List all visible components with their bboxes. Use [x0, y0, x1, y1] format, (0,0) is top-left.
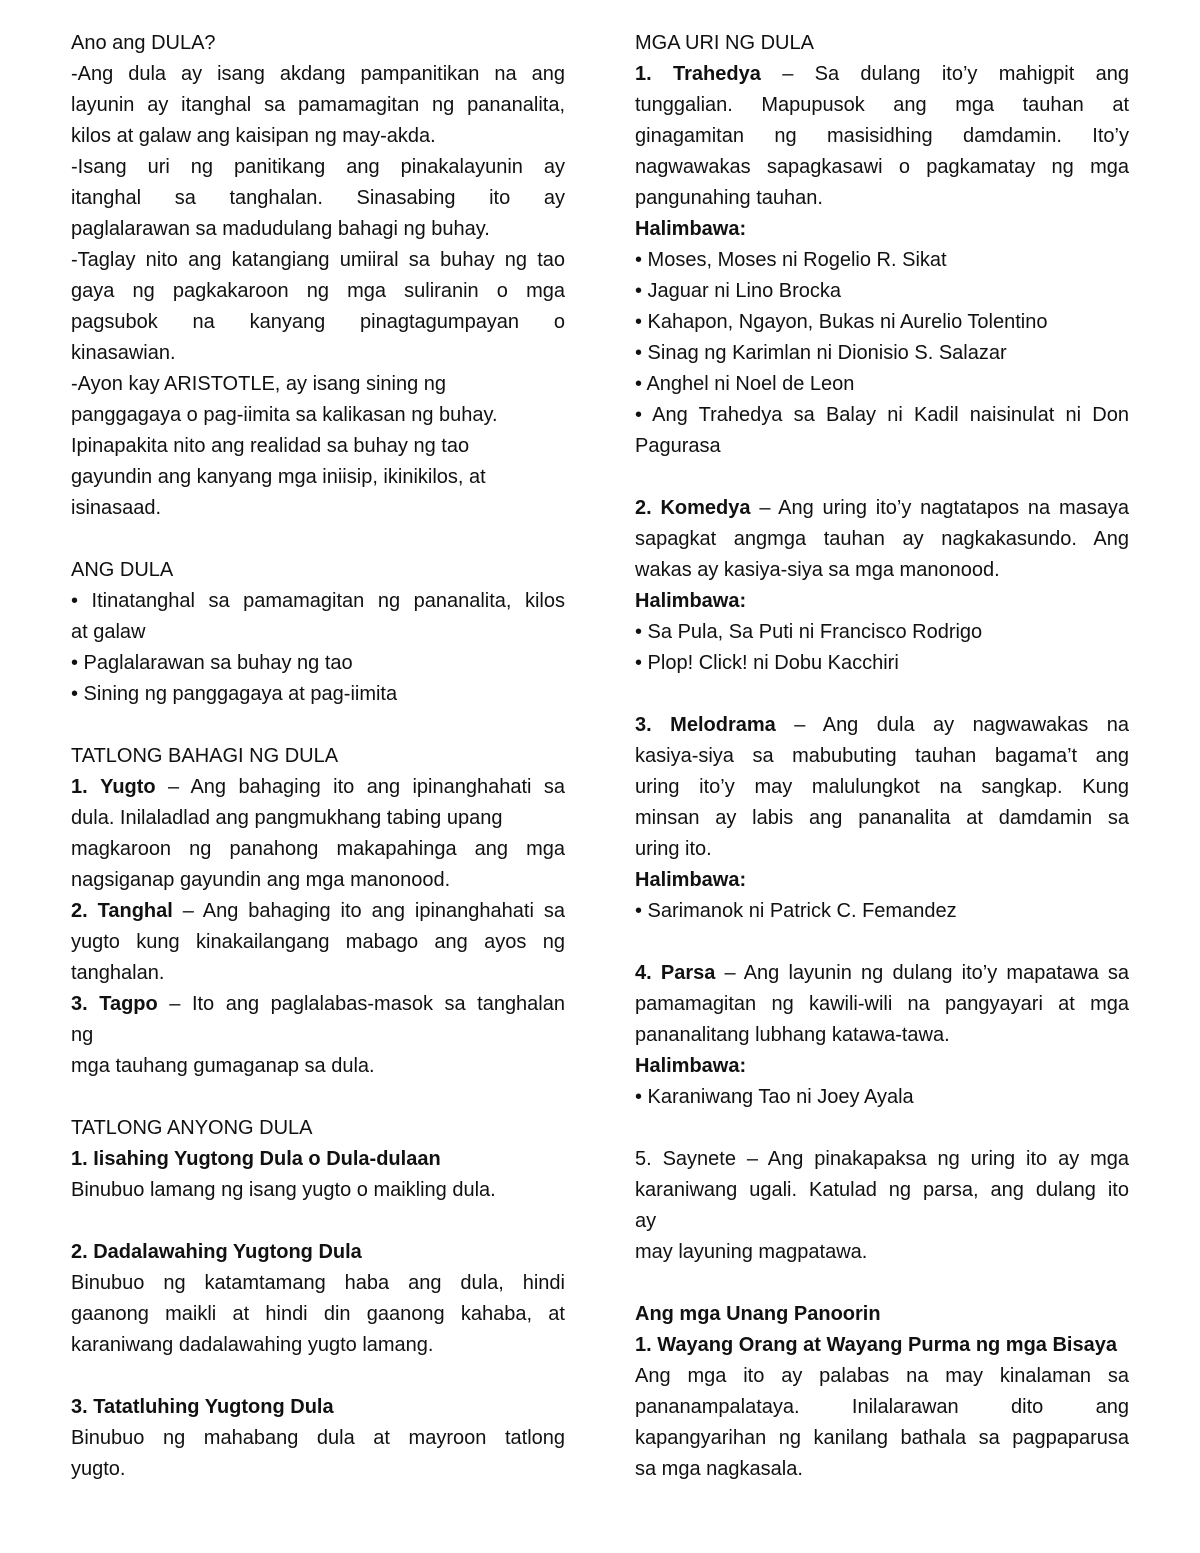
section-heading-mga-uri-ng-dula: MGA URI NG DULA — [635, 32, 814, 54]
term-trahedya: Trahedya — [673, 63, 761, 85]
definition-line-saynete: 5. Saynete – Ang pinakapaksa ng uring ito ay mga — [635, 1148, 1129, 1170]
paragraph-line: minsan ay labis ang pananalita at damdamin sa — [635, 807, 1129, 829]
subheading-iisahing-yugto: 1. Iisahing Yugtong Dula o Dula-dulaan — [71, 1148, 441, 1170]
item-number: 2. — [71, 900, 88, 922]
definition-line-yugto — [71, 772, 565, 803]
paragraph-line: mga tauhang gumaganap sa dula. — [71, 1055, 375, 1077]
halimbawa-label: Halimbawa: — [635, 1055, 747, 1077]
paragraph-line: itanghal sa tanghalan. Sinasabing ito ay — [71, 187, 565, 209]
paragraph-line: sa mga nagkasala. — [635, 1458, 803, 1480]
paragraph-line: gayundin ang kanyang mga iniisip, ikinikilos, at — [71, 466, 486, 488]
example-item: • Moses, Moses ni Rogelio R. Sikat — [635, 249, 947, 271]
paragraph-line: Ang mga ito ay palabas na may kinalaman sa — [635, 1365, 1129, 1387]
bullet-item: • Paglalarawan sa buhay ng tao — [71, 652, 353, 674]
bullet-item: • Itinatanghal sa pamamagitan ng pananalita, kilos — [71, 590, 565, 612]
example-item: • Ang Trahedya sa Balay ni Kadil naisinulat ni Don — [635, 404, 1129, 426]
paragraph-line: paglalarawan sa madudulang bahagi ng buhay. — [71, 218, 490, 240]
paragraph-line: uring ito. — [635, 838, 712, 860]
definition-text: – Ang layunin ng dulang ito’y mapatawa sa — [715, 962, 1129, 984]
subheading-wayang: 1. Wayang Orang at Wayang Purma ng mga Bisaya — [635, 1334, 1117, 1356]
paragraph-line: ginagamitan ng masisidhing damdamin. Ito’y — [635, 125, 1129, 147]
halimbawa-label: Halimbawa: — [635, 869, 747, 891]
example-item: • Sarimanok ni Patrick C. Femandez — [635, 900, 957, 922]
paragraph-line: -Ayon kay ARISTOTLE, ay isang sining ng — [71, 373, 447, 395]
example-item: • Karaniwang Tao ni Joey Ayala — [635, 1086, 914, 1108]
paragraph-line: ng — [71, 1024, 94, 1046]
example-item: • Plop! Click! ni Dobu Kacchiri — [635, 652, 899, 674]
paragraph-line: dula. Inilaladlad ang pangmukhang tabing upang — [71, 807, 503, 829]
paragraph-line: tanghalan. — [71, 962, 165, 984]
definition-line-trahedya — [635, 59, 1129, 90]
paragraph-line: panggagaya o pag-iimita sa kalikasan ng buhay. — [71, 404, 498, 426]
definition-text: – Ang bahaging ito ang ipinanghahati sa — [155, 776, 565, 798]
paragraph-line: gaya ng pagkakaroon ng mga suliranin o mga — [71, 280, 565, 302]
item-number: 3. — [635, 714, 652, 736]
paragraph-line: -Taglay nito ang katangiang umiiral sa buhay ng tao — [71, 249, 565, 271]
definition-text: – Sa dulang ito’y mahigpit ang — [760, 63, 1130, 85]
example-item-continuation: Pagurasa — [635, 435, 721, 457]
paragraph-line: kilos at galaw ang kaisipan ng may-akda. — [71, 125, 436, 147]
item-number: 3. — [71, 993, 88, 1015]
paragraph-line: nagwawakas sapagkasawi o pagkamatay ng mga — [635, 156, 1129, 178]
term-yugto: Yugto — [100, 776, 156, 798]
section-heading-ano-ang-dula: Ano ang DULA? — [71, 32, 216, 54]
paragraph-line: may layuning magpatawa. — [635, 1241, 868, 1263]
paragraph-line: pananalitang lubhang katawa-tawa. — [635, 1024, 950, 1046]
paragraph-line: kinasawian. — [71, 342, 176, 364]
paragraph-line: Ipinapakita nito ang realidad sa buhay ng tao — [71, 435, 470, 457]
section-heading-tatlong-bahagi: TATLONG BAHAGI NG DULA — [71, 745, 339, 767]
paragraph-line: uring ito’y may malulungkot na sangkap. Kung — [635, 776, 1129, 798]
example-item: • Kahapon, Ngayon, Bukas ni Aurelio Tolentino — [635, 311, 1048, 333]
definition-text: – Ang dula ay nagwawakas na — [775, 714, 1129, 736]
paragraph-line: nagsiganap gayundin ang mga manonood. — [71, 869, 451, 891]
definition-text: – Ang uring ito’y nagtatapos na masaya — [750, 497, 1129, 519]
paragraph-line: gaanong maikli at hindi din gaanong kahaba, at — [71, 1303, 565, 1325]
paragraph-line: yugto. — [71, 1458, 126, 1480]
definition-text: – Ito ang paglalabas-masok sa tanghalan — [157, 993, 565, 1015]
left-column — [71, 28, 565, 1485]
paragraph-line: pananampalataya. Inilalarawan dito ang — [635, 1396, 1129, 1418]
item-number: 2. — [635, 497, 652, 519]
subheading-tatatluhing-yugto: 3. Tatatluhing Yugtong Dula — [71, 1396, 334, 1418]
paragraph-line: kapangyarihan ng kanilang bathala sa pagpaparusa — [635, 1427, 1129, 1449]
example-item: • Sa Pula, Sa Puti ni Francisco Rodrigo — [635, 621, 983, 643]
paragraph-line: ay — [635, 1210, 657, 1232]
term-tagpo: Tagpo — [99, 993, 158, 1015]
paragraph-line: kasiya-siya sa mabubuting tauhan bagama’t ang — [635, 745, 1129, 767]
right-column — [635, 28, 1129, 1485]
paragraph-line: isinasaad. — [71, 497, 162, 519]
section-heading-unang-panoorin: Ang mga Unang Panoorin — [635, 1303, 881, 1325]
definition-line-melodrama — [635, 710, 1129, 741]
paragraph-line: Binubuo ng mahabang dula at mayroon tatlong — [71, 1427, 565, 1449]
section-heading-ang-dula: ANG DULA — [71, 559, 174, 581]
paragraph-line: pangunahing tauhan. — [635, 187, 823, 209]
term-tanghal: Tanghal — [97, 900, 173, 922]
bullet-item: • Sining ng panggagaya at pag-iimita — [71, 683, 398, 705]
definition-line-parsa — [635, 958, 1129, 989]
term-komedya: Komedya — [660, 497, 751, 519]
paragraph-line: tunggalian. Mapupusok ang mga tauhan at — [635, 94, 1129, 116]
paragraph-line: sapagkat angmga tauhan ay nagkakasundo. Ang — [635, 528, 1129, 550]
definition-text: – Ang bahaging ito ang ipinanghahati sa — [172, 900, 565, 922]
paragraph-line: yugto kung kinakailangang mabago ang ayos ng — [71, 931, 565, 953]
definition-line-tanghal — [71, 896, 565, 927]
paragraph-line: -Ang dula ay isang akdang pampanitikan na ang — [71, 63, 565, 85]
item-number: 4. — [635, 962, 652, 984]
subheading-dadalawahing-yugto: 2. Dadalawahing Yugtong Dula — [71, 1241, 362, 1263]
paragraph-line: karaniwang ugali. Katulad ng parsa, ang dulang ito — [635, 1179, 1129, 1201]
halimbawa-label: Halimbawa: — [635, 590, 747, 612]
example-item: • Anghel ni Noel de Leon — [635, 373, 855, 395]
definition-line-komedya — [635, 493, 1129, 524]
term-parsa: Parsa — [660, 962, 716, 984]
paragraph-line: pagsubok na kanyang pinagtagumpayan o — [71, 311, 565, 333]
example-item: • Sinag ng Karimlan ni Dionisio S. Salazar — [635, 342, 1007, 364]
paragraph-line: Binubuo lamang ng isang yugto o maikling dula. — [71, 1179, 496, 1201]
halimbawa-label: Halimbawa: — [635, 218, 747, 240]
item-number: 1. — [71, 776, 88, 798]
paragraph-line: karaniwang dadalawahing yugto lamang. — [71, 1334, 434, 1356]
bullet-item-continuation: at galaw — [71, 621, 146, 643]
paragraph-line: pamamagitan ng kawili-wili na pangyayari at mga — [635, 993, 1129, 1015]
paragraph-line: wakas ay kasiya-siya sa mga manonood. — [635, 559, 1000, 581]
paragraph-line: Binubuo ng katamtamang haba ang dula, hindi — [71, 1272, 565, 1294]
term-melodrama: Melodrama — [670, 714, 776, 736]
example-item: • Jaguar ni Lino Brocka — [635, 280, 842, 302]
definition-line-tagpo — [71, 989, 565, 1020]
item-number: 1. — [635, 63, 652, 85]
paragraph-line: layunin ay itanghal sa pamamagitan ng pananalita, — [71, 94, 565, 116]
paragraph-line: -Isang uri ng panitikang ang pinakalayunin ay — [71, 156, 565, 178]
section-heading-tatlong-anyong-dula: TATLONG ANYONG DULA — [71, 1117, 313, 1139]
paragraph-line: magkaroon ng panahong makapahinga ang mga — [71, 838, 565, 860]
